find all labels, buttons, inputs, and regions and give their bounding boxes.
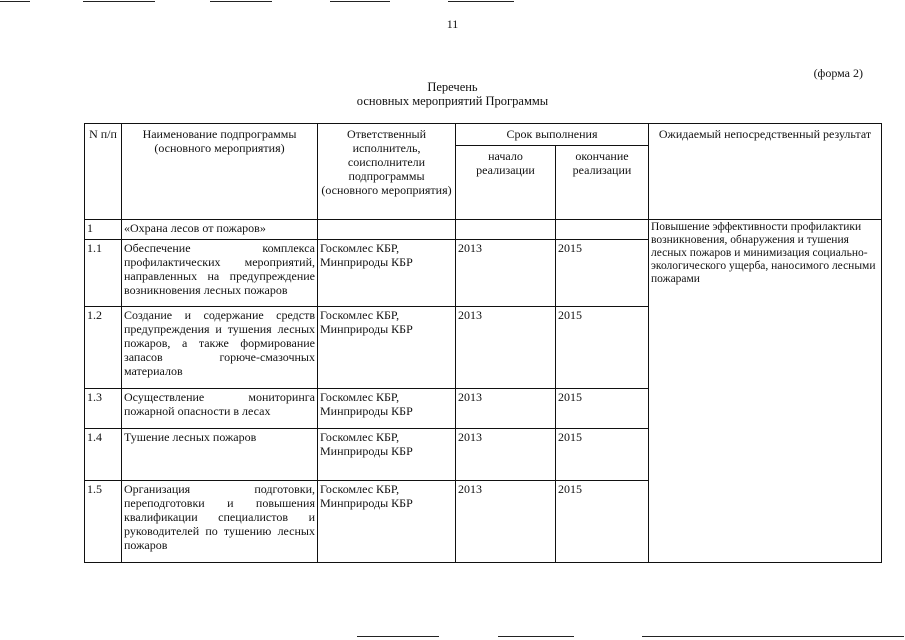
row-start: 2013: [456, 389, 556, 429]
scan-artifact-line: [642, 636, 904, 637]
row-start: 2013: [456, 429, 556, 481]
scan-artifact-line: [330, 1, 390, 2]
header-end: окончание реализации: [556, 146, 649, 220]
row-executor: Госкомлес КБР, Минприроды КБР: [318, 429, 456, 481]
row-name: Тушение лесных пожаров: [122, 429, 318, 481]
row-end: 2015: [556, 389, 649, 429]
scan-artifact-line: [498, 636, 574, 637]
header-term: Срок выполнения: [456, 124, 649, 146]
row-name: Организация подготовки, переподготовки и повышения квалификации специалистов и руководителей по тушению лесных пожаров: [122, 481, 318, 563]
row-executor: Госкомлес КБР, Минприроды КБР: [318, 240, 456, 307]
row-num: 1.4: [85, 429, 122, 481]
row-num: 1.3: [85, 389, 122, 429]
row-num: 1.1: [85, 240, 122, 307]
row-num: 1.2: [85, 307, 122, 389]
scan-artifact-line: [0, 1, 30, 2]
scan-artifact-line: [357, 636, 439, 637]
form-label: (форма 2): [813, 66, 863, 80]
row-start: 2013: [456, 307, 556, 389]
header-result: Ожидаемый непосредственный результат: [649, 124, 882, 220]
row-end: 2015: [556, 429, 649, 481]
page-number: 11: [446, 17, 459, 31]
header-executor: Ответственный исполнитель, соисполнители подпрограммы (основного мероприятия): [318, 124, 456, 220]
table-row: [85, 220, 882, 240]
header-name: Наименование подпрограммы (основного мероприятия): [122, 124, 318, 220]
scan-artifact-line: [210, 1, 272, 2]
title-line-1: Перечень: [427, 80, 478, 94]
row-start: 2013: [456, 240, 556, 307]
row-name: Обеспечение комплекса профилактических мероприятий, направленных на предупреждение возникновения лесных пожаров: [122, 240, 318, 307]
row-name: Создание и содержание средств предупреждения и тушения лесных пожаров, а также формирование запасов горюче-смазочных материалов: [122, 307, 318, 389]
title-line-2: основных мероприятий Программы: [356, 94, 549, 108]
row-name: «Охрана лесов от пожаров»: [122, 220, 318, 240]
row-executor: Госкомлес КБР, Минприроды КБР: [318, 307, 456, 389]
row-executor: [318, 220, 456, 240]
row-end: 2015: [556, 240, 649, 307]
row-name: Осуществление мониторинга пожарной опасности в лесах: [122, 389, 318, 429]
scan-artifact-line: [83, 1, 155, 2]
row-end: [556, 220, 649, 240]
row-start: 2013: [456, 481, 556, 563]
row-start: [456, 220, 556, 240]
expected-result: Повышение эффективности профилактики возникновения, обнаружения и тушения лесных пожаров и минимизация социально-экологического ущерба, наносимого лесными пожарами: [649, 220, 882, 563]
document-title: [0, 80, 905, 108]
header-num: N п/п: [85, 124, 122, 220]
scan-artifact-line: [448, 1, 514, 2]
row-end: 2015: [556, 481, 649, 563]
row-num: 1: [85, 220, 122, 240]
row-end: 2015: [556, 307, 649, 389]
header-start: начало реализации: [456, 146, 556, 220]
row-executor: Госкомлес КБР, Минприроды КБР: [318, 481, 456, 563]
measures-table: [84, 123, 882, 563]
row-executor: Госкомлес КБР, Минприроды КБР: [318, 389, 456, 429]
row-num: 1.5: [85, 481, 122, 563]
